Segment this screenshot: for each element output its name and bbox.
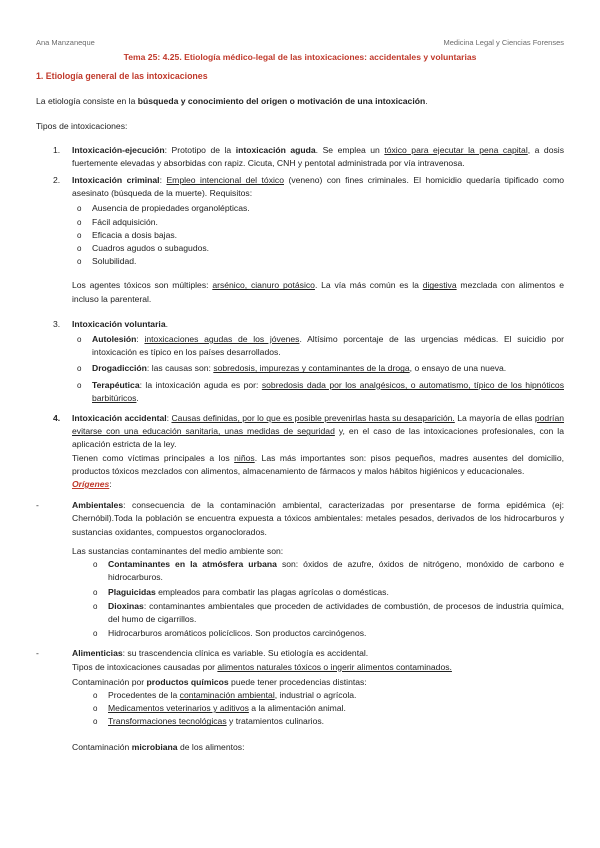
bullet: o bbox=[77, 364, 82, 374]
victims-text: Tienen como víctimas principales a los bbox=[72, 452, 235, 463]
page-title: Tema 25: 4.25. Etiología médico-legal de las intoxicaciones: accidentales y voluntarias bbox=[123, 52, 477, 62]
requirement: Solubilidad. bbox=[92, 256, 137, 267]
sub-underlined: sobredosis dada por los analgésicos, o automatismo, típico de los hipnóticos barbitúricos bbox=[92, 379, 564, 403]
ambientales-text: : consecuencia de la contaminación ambiental, caracterizadas por presentarse de forma epidémica (ej: Chernóbil).Toda la población se encuentra expuesta a tóxicos ambientales: metales pesados, derivados de los hidrocarburos y sustancias oxidantes, compuestos organoclorados. bbox=[72, 500, 564, 537]
item-label: Intoxicación voluntaria bbox=[72, 318, 166, 329]
sub-text: . bbox=[136, 392, 139, 403]
item-text: : Prototipo de la bbox=[164, 144, 236, 155]
contaminant-label: Dioxinas bbox=[108, 600, 144, 611]
microbial-contamination bbox=[72, 741, 564, 754]
list-item-criminal bbox=[36, 174, 564, 306]
micro-text: de los alimentos: bbox=[177, 741, 245, 752]
alimenticias-text: : su trascendencia clínica es variable. Su etiología es accidental. bbox=[122, 648, 369, 659]
voluntary-list bbox=[72, 333, 564, 405]
sub-label: Terapéutica bbox=[92, 379, 140, 390]
item-bold: intoxicación aguda bbox=[235, 144, 316, 155]
list-item bbox=[88, 558, 564, 584]
item-underlined: tóxico para ejecutar la pena capital bbox=[384, 144, 528, 155]
bullet: o bbox=[77, 244, 82, 254]
item-number: 4. bbox=[53, 413, 61, 424]
header-author: Ana Manzaneque bbox=[36, 38, 95, 47]
document-body bbox=[36, 70, 564, 754]
micro-text: Contaminación bbox=[72, 741, 132, 752]
agents-paragraph bbox=[72, 279, 564, 305]
sub-label: Drogadicción bbox=[92, 363, 147, 374]
sub-text: : bbox=[136, 334, 145, 345]
item-number: 1. bbox=[53, 144, 61, 155]
agents-underlined: arsénico, cianuro potásico bbox=[212, 280, 315, 291]
victims-text: . Las más importantes son: pisos pequeños, madres ausentes del domicilio, productos tóxicos mezclados con alimentos, almacenamiento de fármacos y malos hábitos higiénicos y educacionales. bbox=[72, 452, 564, 476]
bullet: o bbox=[77, 335, 82, 345]
sub-text: : las causas son: bbox=[146, 363, 214, 374]
bullet: o bbox=[93, 704, 98, 714]
agents-underlined: digestiva bbox=[422, 280, 457, 291]
requirement: Fácil adquisición. bbox=[92, 216, 158, 227]
origins-heading bbox=[72, 478, 564, 491]
chemical-sources-list bbox=[88, 689, 564, 729]
dash: - bbox=[36, 500, 39, 511]
list-item bbox=[88, 600, 564, 626]
requirements-list bbox=[72, 202, 564, 268]
types-underlined: alimentos naturales tóxicos o ingerir alimentos contaminados. bbox=[217, 661, 452, 672]
source-text: Procedentes de la bbox=[108, 689, 180, 700]
list-item-drogadiccion bbox=[72, 362, 564, 375]
victims-paragraph bbox=[72, 452, 564, 478]
contaminant-label: Contaminantes en la atmósfera urbana bbox=[108, 559, 277, 570]
item-label: Intoxicación criminal bbox=[72, 175, 160, 186]
list-item bbox=[72, 242, 564, 255]
alimenticias-block bbox=[36, 647, 564, 753]
list-item-voluntaria bbox=[36, 318, 564, 405]
requirement: Eficacia a dosis bajas. bbox=[92, 229, 178, 240]
requirement: Ausencia de propiedades organolépticas. bbox=[92, 203, 250, 214]
sub-text: : la intoxicación aguda es por: bbox=[139, 379, 262, 390]
list-item-terapeutica bbox=[72, 379, 564, 405]
item-number: 2. bbox=[53, 175, 61, 186]
list-item bbox=[72, 255, 564, 268]
list-item bbox=[88, 689, 564, 702]
agents-text: . La vía más común es la bbox=[314, 280, 423, 291]
contaminant-text: empleados para combatir las plagas agrícolas o domésticas. bbox=[155, 586, 389, 597]
bullet: o bbox=[77, 204, 82, 214]
victims-underlined: niños bbox=[234, 452, 255, 463]
item-text: . Se emplea un bbox=[315, 144, 385, 155]
sub-label: Autolesión bbox=[92, 334, 137, 345]
agents-text: Los agentes tóxicos son múltiples: bbox=[72, 280, 213, 291]
source-underlined: Medicamentos veterinarios y aditivos bbox=[108, 703, 249, 714]
item-text: (veneno) con fines criminales. El homicidio quedaría tipificado como asesinato (búsqueda de la muerte). Requisitos: bbox=[72, 175, 565, 199]
list-item bbox=[88, 627, 564, 640]
micro-bold: microbiana bbox=[131, 741, 178, 752]
item-label: Intoxicación accidental bbox=[72, 413, 167, 424]
list-item-autolesion bbox=[72, 333, 564, 359]
item-underlined: Empleo intencional del tóxico bbox=[166, 175, 284, 186]
contaminant-text: Hidrocarburos aromáticos policíclicos. Son productos carcinógenos. bbox=[108, 628, 367, 639]
intro-paragraph bbox=[36, 95, 564, 108]
list-item bbox=[88, 702, 564, 715]
intro-bold: búsqueda y conocimiento del origen o motivación de una intoxicación bbox=[137, 96, 426, 107]
bullet: o bbox=[77, 257, 82, 267]
bullet: o bbox=[77, 217, 82, 227]
list-item-ejecucion bbox=[36, 144, 564, 170]
item-number: 3. bbox=[53, 318, 61, 329]
contaminants-intro: Las sustancias contaminantes del medio ambiente son: bbox=[72, 545, 284, 556]
chem-bold: productos químicos bbox=[146, 676, 229, 687]
bullet: o bbox=[93, 717, 98, 727]
dash: - bbox=[36, 648, 39, 659]
contaminant-text: : contaminantes ambientales que proceden de actividades de combustión, de procesos de industria química, del humo de cigarrillos. bbox=[108, 600, 564, 624]
chem-text: puede tener procedencias distintas: bbox=[228, 676, 367, 687]
intro-end: . bbox=[425, 96, 428, 107]
sub-text: , o ensayo de una nueva. bbox=[409, 363, 507, 374]
bullet: o bbox=[93, 601, 98, 611]
source-underlined: Transformaciones tecnológicas bbox=[108, 716, 227, 727]
header-subject: Medicina Legal y Ciencias Forenses bbox=[443, 38, 564, 47]
ambientales-block bbox=[36, 499, 564, 640]
contaminant-label: Plaguicidas bbox=[108, 586, 156, 597]
item-text: y, en el caso de las intoxicaciones profesionales, con la aplicación estricta de la ley. bbox=[72, 426, 564, 450]
contaminant-text: son: óxidos de azufre, óxidos de nitrógeno, monóxido de carbono e hidrocarburos. bbox=[108, 559, 564, 583]
chem-text: Contaminación por bbox=[72, 676, 147, 687]
sub-text: . Altísimo porcentaje de las urgencias médicas. El suicidio por intoxicación es típico en los países desarrollados. bbox=[92, 334, 565, 358]
intoxication-types-list bbox=[36, 144, 564, 492]
alimenticias-label: Alimenticias bbox=[72, 648, 123, 659]
sub-underlined: sobredosis, impurezas y contaminantes de la droga bbox=[213, 363, 410, 374]
types-label: Tipos de intoxicaciones: bbox=[36, 121, 128, 132]
agents-text: mezclada con alimentos e incluso la parenteral. bbox=[72, 280, 565, 304]
item-label: Intoxicación-ejecución bbox=[72, 144, 165, 155]
list-item bbox=[88, 586, 564, 599]
source-underlined: contaminación ambiental bbox=[179, 689, 275, 700]
item-text: : bbox=[159, 175, 167, 186]
source-text: a la alimentación animal. bbox=[248, 703, 346, 714]
bullet: o bbox=[77, 230, 82, 240]
bullet: o bbox=[93, 587, 98, 597]
alimenticias-types bbox=[72, 661, 564, 674]
ambientales-label: Ambientales bbox=[72, 500, 124, 511]
origins-label: Orígenes bbox=[72, 479, 110, 490]
origins-colon: : bbox=[109, 479, 112, 490]
section-heading: 1. Etiología general de las intoxicaciones bbox=[36, 71, 208, 81]
list-item bbox=[88, 715, 564, 728]
requirement: Cuadros agudos o subagudos. bbox=[92, 243, 210, 254]
chemical-contamination bbox=[72, 676, 564, 689]
sub-underlined: intoxicaciones agudas de los jóvenes bbox=[144, 334, 300, 345]
source-text: , industrial o agrícola. bbox=[274, 689, 357, 700]
list-item bbox=[72, 216, 564, 229]
bullet: o bbox=[93, 560, 98, 570]
item-text: La mayoría de ellas bbox=[454, 413, 535, 424]
types-text: Tipos de intoxicaciones causadas por bbox=[72, 661, 218, 672]
list-item bbox=[72, 202, 564, 215]
item-underlined: podrían evitarse con una educación sanitaria, unas medidas de seguridad bbox=[72, 413, 565, 437]
list-item bbox=[72, 229, 564, 242]
bullet: o bbox=[77, 380, 82, 390]
contaminants-list bbox=[88, 558, 564, 640]
item-text: . bbox=[165, 318, 168, 329]
item-text: , a dosis fuertemente elevadas y absorbidas con rapiz. Cicuta, CNH y pentotal administrada por vía intravenosa. bbox=[72, 144, 564, 168]
intro-text: La etiología consiste en la bbox=[36, 96, 138, 107]
bullet: o bbox=[93, 690, 98, 700]
item-text: : bbox=[166, 413, 172, 424]
item-underlined: Causas definidas, por lo que es posible prevenirlas hasta su desaparición. bbox=[171, 413, 455, 424]
list-item-accidental bbox=[36, 412, 564, 491]
bullet: o bbox=[93, 629, 98, 639]
source-text: y tratamientos culinarios. bbox=[226, 716, 325, 727]
